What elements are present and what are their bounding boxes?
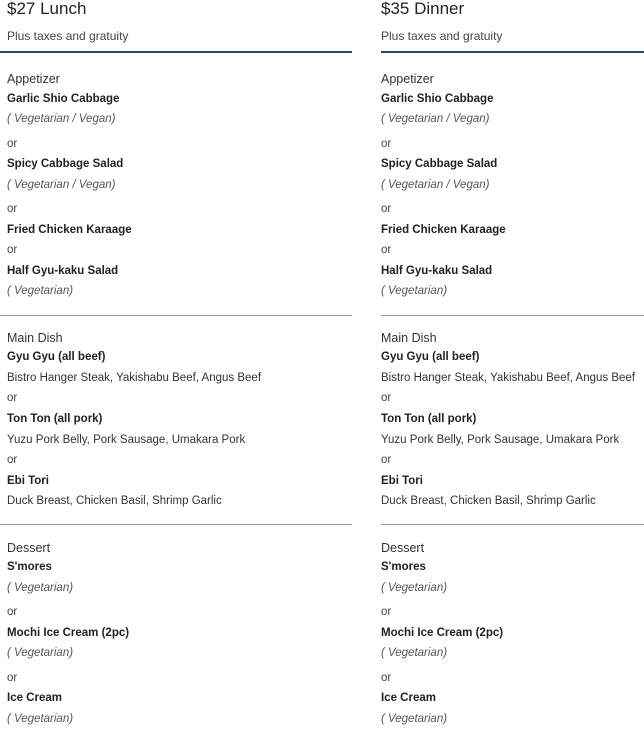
appetizer-heading: Appetizer <box>381 72 434 86</box>
or-separator: or <box>381 203 392 215</box>
menu-item-name: Mochi Ice Cream (2pc) <box>7 627 130 639</box>
menu-title: $27 Lunch <box>7 0 87 18</box>
diet-note: ( Vegetarian) <box>381 582 448 594</box>
menu-title: $35 Dinner <box>381 0 465 18</box>
menu-item-name: Gyu Gyu (all beef) <box>7 351 106 363</box>
title-divider <box>381 51 644 53</box>
menu-item-name: Fried Chicken Karaage <box>381 224 506 236</box>
menu-item-name: Mochi Ice Cream (2pc) <box>381 627 504 639</box>
menu-item-name: Garlic Shio Cabbage <box>381 93 494 105</box>
menu-subtitle: Plus taxes and gratuity <box>7 29 129 43</box>
menu-item-description: Duck Breast, Chicken Basil, Shrimp Garlic <box>381 495 596 507</box>
title-divider <box>0 51 352 53</box>
diet-note: ( Vegetarian) <box>381 713 448 725</box>
menu-item-name: Half Gyu-kaku Salad <box>381 265 493 277</box>
menu-item-name: Ton Ton (all pork) <box>381 413 477 425</box>
appetizer-heading: Appetizer <box>7 72 60 86</box>
menu-item-name: Half Gyu-kaku Salad <box>7 265 119 277</box>
menu-item-description: Yuzu Pork Belly, Pork Sausage, Umakara Pork <box>7 434 246 446</box>
diet-note: ( Vegetarian / Vegan) <box>7 113 116 125</box>
menu-item-name: Spicy Cabbage Salad <box>381 158 498 170</box>
menu-item-description: Bistro Hanger Steak, Yakishabu Beef, Angus Beef <box>7 372 262 384</box>
diet-note: ( Vegetarian) <box>381 647 448 659</box>
dessert-heading: Dessert <box>7 541 51 555</box>
dinner-menu-column <box>381 0 644 736</box>
section-divider <box>0 315 352 316</box>
menu-item-name: Spicy Cabbage Salad <box>7 158 124 170</box>
or-separator: or <box>7 392 18 404</box>
menu-item-description: Yuzu Pork Belly, Pork Sausage, Umakara Pork <box>381 434 620 446</box>
or-separator: or <box>7 244 18 256</box>
or-separator: or <box>381 606 392 618</box>
section-divider <box>381 524 644 525</box>
menu-item-name: Fried Chicken Karaage <box>7 224 132 236</box>
diet-note: ( Vegetarian) <box>7 713 74 725</box>
diet-note: ( Vegetarian) <box>7 285 74 297</box>
menu-item-name: Ice Cream <box>381 692 436 704</box>
menu-item-name: Gyu Gyu (all beef) <box>381 351 480 363</box>
diet-note: ( Vegetarian / Vegan) <box>381 113 490 125</box>
main-dish-heading: Main Dish <box>7 331 63 345</box>
diet-note: ( Vegetarian / Vegan) <box>381 179 490 191</box>
or-separator: or <box>7 672 18 684</box>
or-separator: or <box>381 392 392 404</box>
menu-subtitle: Plus taxes and gratuity <box>381 29 503 43</box>
menu-item-description: Bistro Hanger Steak, Yakishabu Beef, Angus Beef <box>381 372 636 384</box>
or-separator: or <box>7 203 18 215</box>
section-divider <box>381 315 644 316</box>
diet-note: ( Vegetarian) <box>381 285 448 297</box>
menu-item-name: Garlic Shio Cabbage <box>7 93 120 105</box>
menu-item-name: Ebi Tori <box>381 475 423 487</box>
or-separator: or <box>381 454 392 466</box>
or-separator: or <box>381 138 392 150</box>
or-separator: or <box>381 672 392 684</box>
menu-item-name: Ton Ton (all pork) <box>7 413 103 425</box>
or-separator: or <box>7 454 18 466</box>
menu-item-name: Ice Cream <box>7 692 62 704</box>
diet-note: ( Vegetarian) <box>7 582 74 594</box>
menu-item-name: S'mores <box>7 561 52 573</box>
main-dish-heading: Main Dish <box>381 331 437 345</box>
menu-item-description: Duck Breast, Chicken Basil, Shrimp Garlic <box>7 495 222 507</box>
diet-note: ( Vegetarian / Vegan) <box>7 179 116 191</box>
or-separator: or <box>381 244 392 256</box>
menu-item-name: Ebi Tori <box>7 475 49 487</box>
lunch-menu-column <box>7 0 352 736</box>
menu-item-name: S'mores <box>381 561 426 573</box>
or-separator: or <box>7 606 18 618</box>
diet-note: ( Vegetarian) <box>7 647 74 659</box>
section-divider <box>0 524 352 525</box>
dessert-heading: Dessert <box>381 541 425 555</box>
or-separator: or <box>7 138 18 150</box>
